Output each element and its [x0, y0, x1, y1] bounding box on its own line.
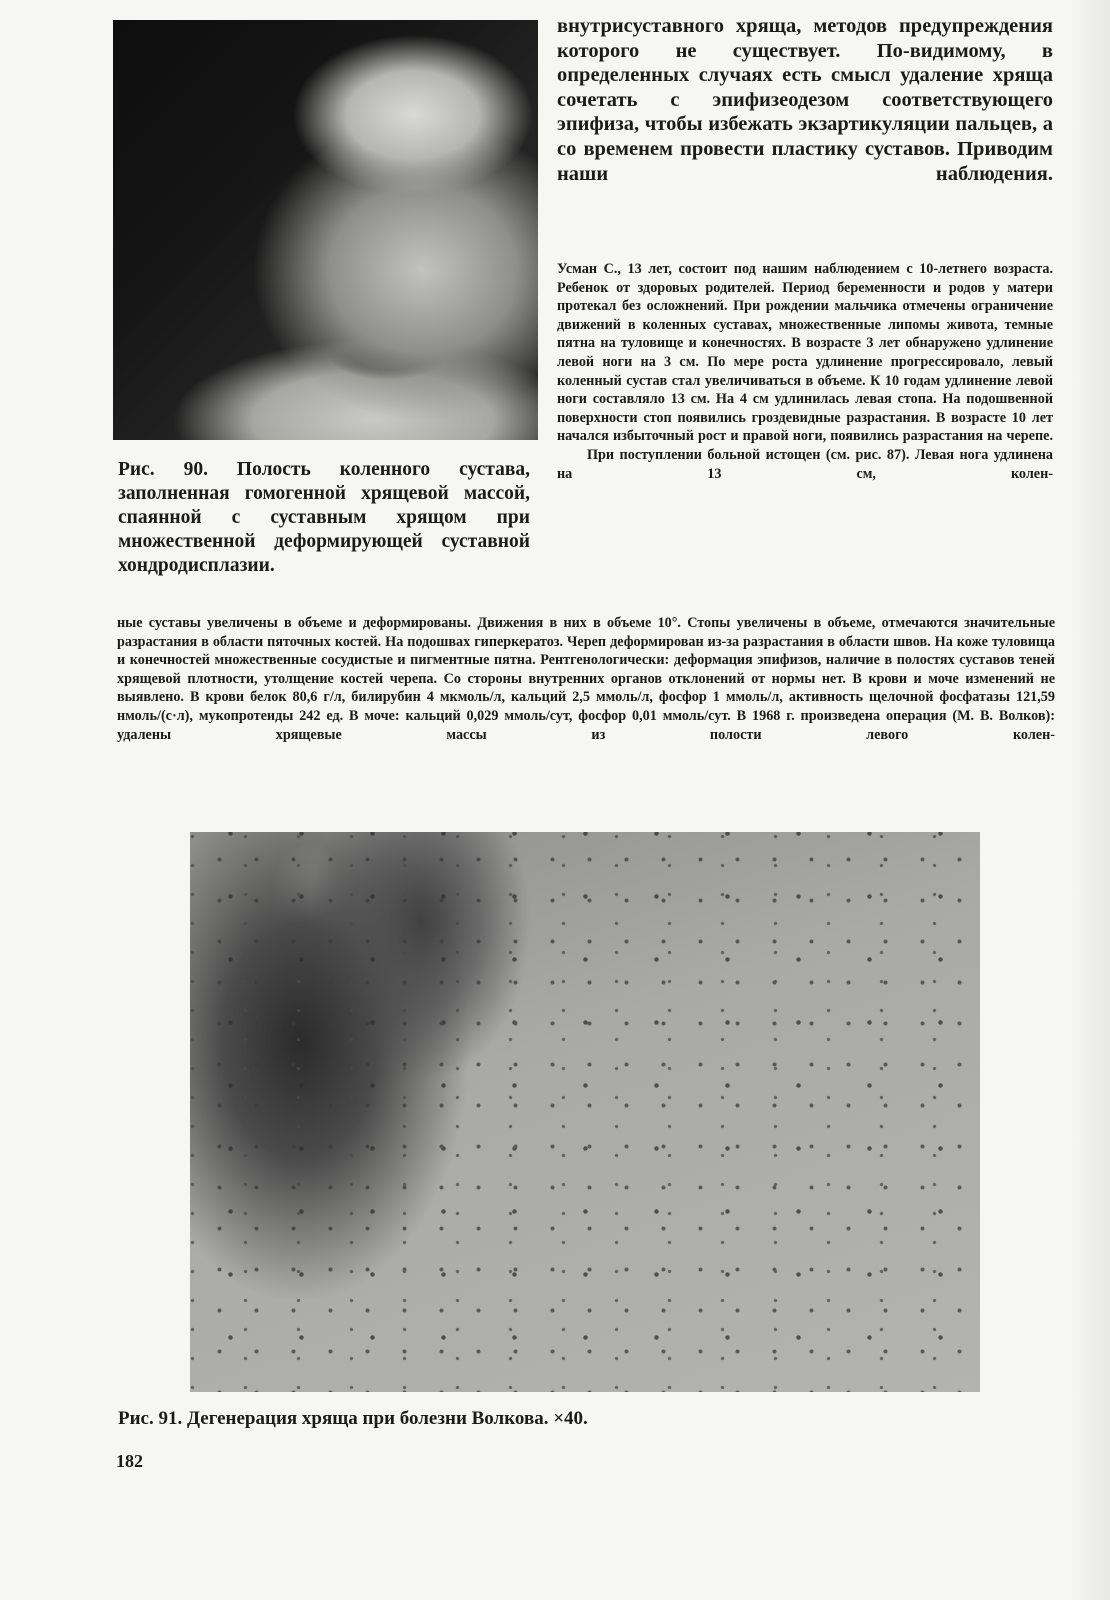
- figure-91-caption: [118, 1407, 1018, 1431]
- page-number: 182: [116, 1451, 143, 1471]
- case-report-column: [557, 260, 1053, 483]
- intro-paragraph: внутрисуставного хряща, методов предупреждения которого не существует. По-видимому, в определенных случаях есть смысл удаление хряща сочетать с эпифизеодезом соответствующего эпифиза, чтобы избежать экзартикуляции пальцев, а со временем провести пластику суставов. Приводим наши наблюдения.: [557, 15, 1053, 185]
- admission-paragraph-wide: ные суставы увеличены в объеме и деформированы. Движения в них в объеме 10°. Стопы увеличены в объеме, отмечаются значительные разрастания в области пяточных костей. На подошвах гиперкератоз. Череп деформирован из-за разрастания в области швов. На коже туловища и конечностей множественные сосудистые и пигментные пятна. Рентгенологически: деформация эпифизов, наличие в полостях суставов теней хрящевой плотности, утолщение костей черепа. Со стороны внутренних органов отклонений от нормы нет. В крови и моче изменений не выявлено. В крови белок 80,6 г/л, билирубин 4 мкмоль/л, кальций 2,5 ммоль/л, фосфор 1 ммоль/л, активность щелочной фосфатазы 121,59 нмоль/(с·л), мукопротеиды 242 ед. В моче: кальций 0,029 ммоль/сут, фосфор 0,01 ммоль/сут. В 1968 г. произведена операция (М. В. Волков): удалены хрящевые массы из полости левого колен-: [117, 615, 1055, 743]
- figure-90-label: Рис. 90.: [118, 459, 208, 480]
- cell-nuclei-texture: [190, 832, 980, 1392]
- case-paragraph: Усман С., 13 лет, состоит под нашим наблюдением с 10-летнего возраста. Ребенок от здоровых родителей. Период беременности и родов у матери протекал без осложнений. При рождении мальчика отмечены ограничение движений в коленных суставах, множественные липомы живота, темные пятна на туловище и конечностях. В возрасте 3 лет обнаружено удлинение левой ноги на 3 см. По мере роста удлинение прогрессировало, левый коленный сустав стал увеличиваться в объеме. К 10 годам удлинение левой ноги составляло 13 см. На 4 см удлинилась левая стопа. На подошвенной поверхности стоп появились гроздевидные разрастания. В возрасте 10 лет начался избыточный рост и правой ноги, появились разрастания на черепе.: [557, 261, 1053, 445]
- figure-91-label: Рис. 91.: [118, 1408, 183, 1429]
- figure-90-caption: [118, 458, 530, 578]
- figure-90-caption-text: Полость коленного сустава, заполненная гомогенной хрящевой массой, спаянной с суставным хрящом при множественной деформирующей суставной хондродисплазии.: [118, 459, 531, 576]
- page-edge-shadow: [1070, 0, 1110, 1600]
- figure-91-caption-text: Дегенерация хряща при болезни Волкова. ×40.: [187, 1408, 588, 1429]
- figure-90-photo: [113, 20, 538, 440]
- admission-paragraph-start: При поступлении больной истощен (см. рис. 87). Левая нога удлинена на 13 см, колен-: [557, 446, 1053, 482]
- figure-91-micrograph: [190, 832, 980, 1392]
